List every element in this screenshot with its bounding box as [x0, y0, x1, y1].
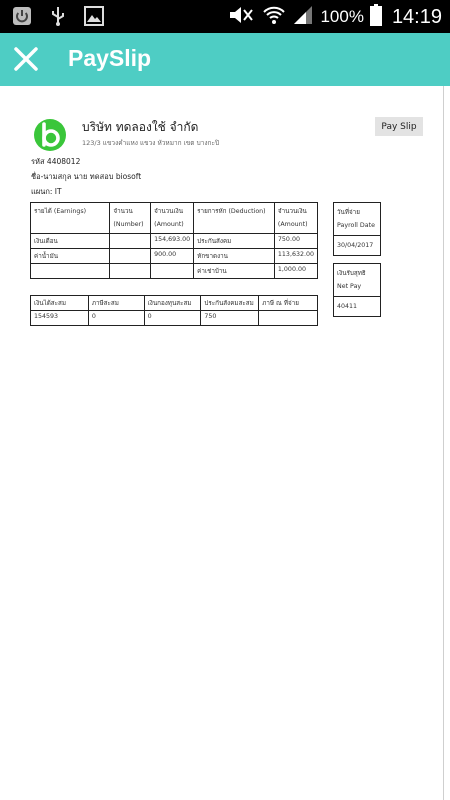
page-title: PaySlip [68, 45, 152, 71]
header-amount: จำนวนเงิน (Amount) [151, 203, 194, 234]
table-cell [110, 234, 151, 249]
app-bar [0, 33, 450, 86]
table-cell: ค่าน้ำมัน [31, 249, 110, 264]
mute-icon [228, 5, 256, 29]
header-deduction-amount: จำนวนเงิน (Amount) [274, 203, 317, 234]
earnings-deductions-table [30, 202, 318, 279]
company-address: 123/3 แขวงคำแหง แขวง หัวหมาก เขต บางกะปิ [82, 139, 220, 147]
table-cell [31, 264, 110, 279]
table-cell: 0 [144, 311, 201, 326]
payroll-date-label: วันที่จ่าย Payroll Date [334, 203, 381, 236]
cumulative-table [30, 295, 318, 326]
employee-name: ชื่อ-นามสกุล นาย ทดสอบ biosoft [31, 172, 142, 181]
table-cell: 113,632.00 [274, 249, 317, 264]
table-row [31, 234, 318, 249]
close-button[interactable] [8, 41, 44, 77]
company-name: บริษัท ทดลองใช้ จำกัด [82, 120, 199, 134]
header-cumulative-social-security: ประกันสังคมสะสม [201, 296, 259, 311]
table-row [31, 311, 318, 326]
table-cell: หักขาดงาน [194, 249, 275, 264]
power-icon [10, 5, 34, 27]
table-cell: 750.00 [274, 234, 317, 249]
company-logo [33, 118, 67, 152]
signal-icon [292, 5, 314, 29]
pay-slip-button[interactable]: Pay Slip [375, 117, 423, 136]
battery-percent: 100% [320, 7, 364, 26]
table-cell [259, 311, 318, 326]
table-cell: 154,693.00 [151, 234, 194, 249]
table-row [31, 249, 318, 264]
net-pay-label: เงินรับสุทธิ Net Pay [334, 264, 381, 297]
table-cell: 154593 [31, 311, 89, 326]
notification-icons [10, 5, 106, 27]
table-cell: 1,000.00 [274, 264, 317, 279]
header-earnings: รายได้ (Earnings) [31, 203, 110, 234]
table-cell [151, 264, 194, 279]
scroll-edge [443, 86, 444, 800]
header-cumulative-tax: ภาษีสะสม [88, 296, 144, 311]
close-icon [13, 46, 39, 72]
table-cell [110, 249, 151, 264]
header-cumulative-income: เงินได้สะสม [31, 296, 89, 311]
employee-code: รหัส 4408012 [31, 157, 81, 166]
header-withholding-tax: ภาษี ณ ที่จ่าย [259, 296, 318, 311]
table-row [31, 264, 318, 279]
wifi-icon [262, 5, 286, 29]
table-cell: เงินเดือน [31, 234, 110, 249]
table-header-row [31, 203, 318, 234]
net-pay-box [333, 263, 381, 317]
net-pay-value: 40411 [334, 297, 381, 317]
table-cell: 0 [88, 311, 144, 326]
table-cell: 750 [201, 311, 259, 326]
payroll-date-box [333, 202, 381, 256]
payslip-content [0, 86, 450, 800]
table-cell: ประกันสังคม [194, 234, 275, 249]
usb-icon [46, 5, 70, 27]
header-cumulative-fund: เงินกองทุนสะสม [144, 296, 201, 311]
status-bar [0, 0, 450, 33]
table-cell: 900.00 [151, 249, 194, 264]
image-icon [82, 5, 106, 27]
clock: 14:19 [391, 5, 442, 28]
table-header-row [31, 296, 318, 311]
battery-icon [370, 4, 382, 30]
header-number: จำนวน (Number) [110, 203, 151, 234]
payroll-date-value: 30/04/2017 [334, 236, 381, 256]
table-cell: ค่าเช่าบ้าน [194, 264, 275, 279]
table-cell [110, 264, 151, 279]
employee-department: แผนก: IT [31, 187, 62, 196]
header-deduction: รายการหัก (Deduction) [194, 203, 275, 234]
